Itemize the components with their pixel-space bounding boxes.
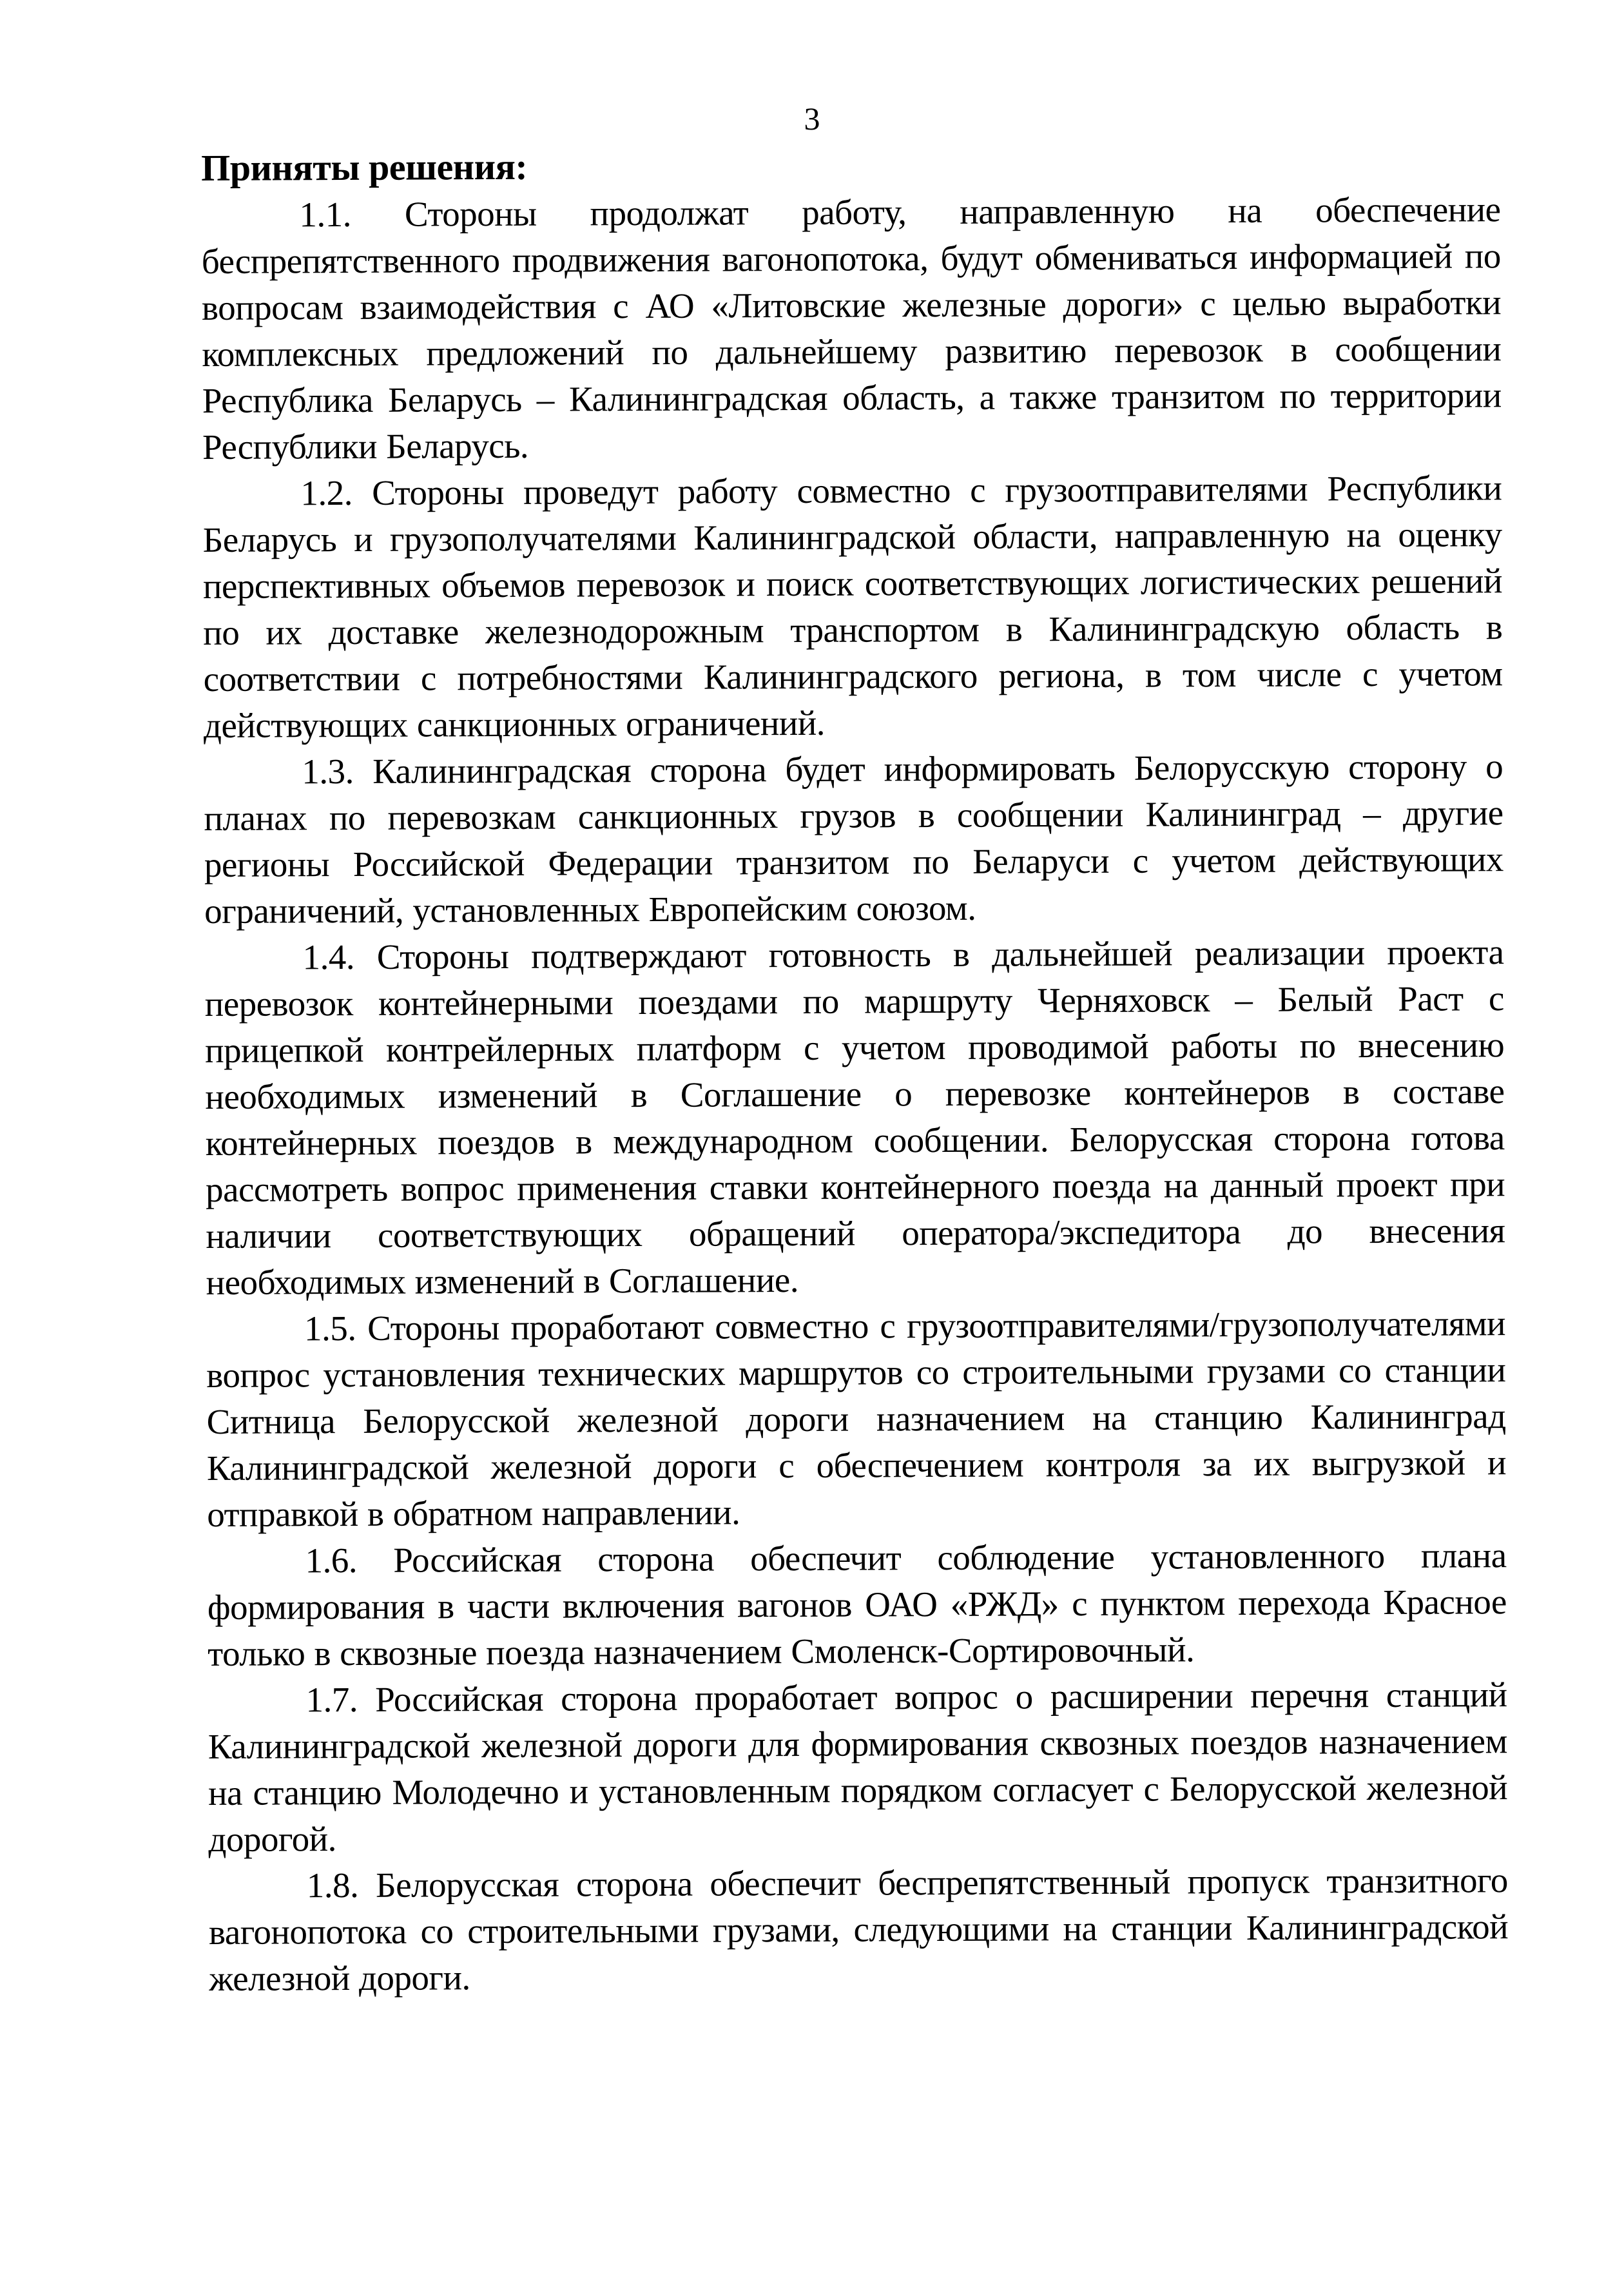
paragraph-1-8: 1.8. Белорусская сторона обеспечит беспрепятственный пропуск транзитного вагонопотока со строительными грузами, следующими на станции Калининградской железной дороги. <box>208 1860 1509 1998</box>
paragraph-1-1: 1.1. Стороны продолжат работу, направленную на обеспечение беспрепятственного продвижения вагонопотока, будут обмениваться информацией по вопросам взаимодействия с АО «Литовские железные дороги» с целью выработки комплексных предложений по дальнейшему развитию перевозок в сообщении Республика Беларусь – Калининградская область, а также транзитом по территории Республики Беларусь. <box>201 190 1502 467</box>
paragraph-1-6: 1.6. Российская сторона обеспечит соблюдение установленного плана формирования в части включения вагонов ОАО «РЖД» с пунктом перехода Красное только в сквозные поезда назначением Смоленск-Сортировочный. <box>207 1535 1507 1673</box>
decisions-heading: Приняты решения: <box>201 145 528 189</box>
paragraph-1-7: 1.7. Российская сторона проработает вопрос о расширении перечня станций Калининградской железной дороги для формирования сквозных поездов назначением на станцию Молодечно и установленным порядком согласует с Белорусской железной дорогой. <box>208 1675 1508 1859</box>
page-number: 3 <box>804 101 820 137</box>
paragraph-1-3: 1.3. Калининградская сторона будет информировать Белорусскую сторону о планах по перевозкам санкционных грузов в сообщении Калининград – другие регионы Российской Федерации транзитом по Беларуси с учетом действующих ограничений, установленных Европейским союзом. <box>204 746 1503 931</box>
paragraph-1-5: 1.5. Стороны проработают совместно с грузоотправителями/грузополучателями вопрос установления технических маршрутов со строительными грузами со станции Ситница Белорусской железной дороги назначением на станцию Калининград Калининградской железной дороги с обеспечением контроля за их выгрузкой и отправкой в обратном направлении. <box>206 1303 1507 1534</box>
paragraph-1-2: 1.2. Стороны проведут работу совместно с грузоотправителями Республики Беларусь и грузополучателями Калининградской области, направленную на оценку перспективных объемов перевозок и поиск соответствующих логистических решений по их доставке железнодорожным транспортом в Калининградскую область в соответствии с потребностями Калининградского региона, в том числе с учетом действующих санкционных ограничений. <box>202 468 1503 745</box>
document-body <box>201 139 1509 2002</box>
paragraph-1-4: 1.4. Стороны подтверждают готовность в дальнейшей реализации проекта перевозок контейнерными поездами по маршруту Черняховск – Белый Раст с прицепкой контрейлерных платформ с учетом проводимой работы по внесению необходимых изменений в Соглашение о перевозке контейнеров в составе контейнерных поездов в международном сообщении. Белорусская сторона готова рассмотреть вопрос применения ставки контейнерного поезда на данный проект при наличии соответствующих обращений оператора/экспедитора до внесения необходимых изменений в Соглашение. <box>204 932 1505 1302</box>
